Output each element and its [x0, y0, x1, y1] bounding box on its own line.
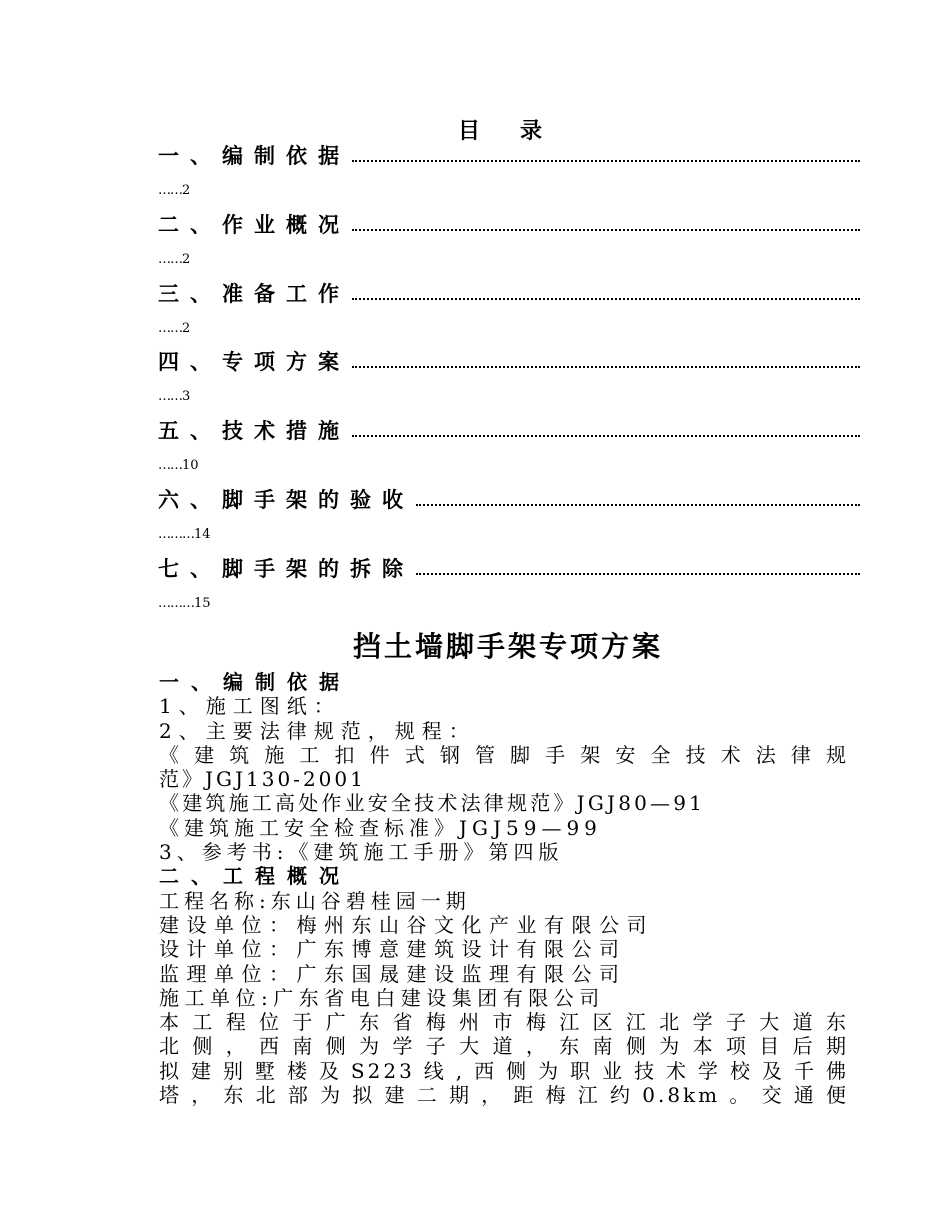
toc-entry[interactable] [158, 280, 860, 338]
toc-leader-dots [416, 573, 860, 575]
body-line: 工程名称:东山谷碧桂园一期 [159, 888, 471, 913]
toc-entry[interactable] [158, 348, 860, 406]
toc-entry-label: 七、脚手架的拆除 [158, 556, 414, 581]
body-line: 范》JGJ130-2001 [159, 767, 366, 792]
body-line: 《建筑施工安全检查标准》JGJ59—99 [159, 815, 602, 840]
toc-entry[interactable] [158, 142, 860, 200]
toc-leader-cont: …… [158, 183, 182, 198]
toc-leader-dots [416, 504, 860, 506]
toc-entry-label: 三、准备工作 [158, 281, 350, 306]
body-line: 拟建别墅楼及S223线,西侧为职业技术学校及千佛 [159, 1058, 849, 1083]
body-line: 塔，东北部为拟建二期，距梅江约0.8km。交通便 [159, 1083, 849, 1108]
document-title: 挡土墙脚手架专项方案 [352, 630, 663, 663]
toc-leader-cont: …… [158, 389, 182, 404]
toc-entry-label: 六、脚手架的验收 [158, 487, 414, 512]
body-line: 施工单位:广东省电白建设集团有限公司 [159, 985, 605, 1010]
toc-leader-dots [352, 298, 860, 300]
section-heading: 二、工程概况 [159, 864, 351, 889]
toc-entry[interactable] [158, 417, 860, 475]
toc-entry[interactable] [158, 555, 860, 613]
body-line: 监理单位：广东国晟建设监理有限公司 [159, 961, 627, 986]
toc-entry-label: 二、作业概况 [158, 212, 350, 237]
toc-entry[interactable] [158, 486, 860, 544]
toc-page-number: 2 [182, 252, 191, 267]
body-line: 3、参考书:《建筑施工手册》第四版 [159, 840, 564, 865]
section-heading: 一、编制依据 [159, 670, 351, 694]
body-line: 《建筑施工高处作业安全技术法律规范》JGJ80—91 [159, 791, 706, 816]
toc-leader-cont: …… [158, 321, 182, 336]
toc-leader-cont: …… [158, 458, 182, 473]
toc-entry-label: 一、编制依据 [158, 143, 350, 168]
body-line: 《建筑施工扣件式钢管脚手架安全技术法律规 [159, 742, 849, 767]
toc-page-number: 15 [194, 596, 211, 611]
toc-leader-cont: ……… [158, 527, 194, 542]
toc-title: 目录 [457, 118, 582, 144]
body-line: 建设单位：梅州东山谷文化产业有限公司 [159, 912, 654, 937]
toc-leader-cont: ……… [158, 596, 194, 611]
body-line: 1、施工图纸： [159, 694, 341, 719]
toc-leader-dots [352, 160, 860, 162]
toc-page-number: 3 [182, 389, 191, 404]
document-body [159, 670, 849, 1107]
body-line: 本工程位于广东省梅州市梅江区江北学子大道东 [159, 1010, 849, 1035]
toc-page-number: 14 [194, 527, 211, 542]
toc-entry-label: 五、技术措施 [158, 418, 350, 443]
toc-leader-dots [352, 366, 860, 368]
body-line: 设计单位：广东博意建筑设计有限公司 [159, 937, 627, 962]
body-line: 北侧，西南侧为学子大道，东南侧为本项目后期 [159, 1034, 849, 1059]
toc-page-number: 2 [182, 321, 191, 336]
toc-leader-dots [352, 229, 860, 231]
body-line: 2、主要法律规范，规程： [159, 718, 476, 743]
toc-entry-label: 四、专项方案 [158, 349, 350, 374]
toc-entry[interactable] [158, 211, 860, 269]
toc-leader-cont: …… [158, 252, 182, 267]
toc-page-number: 10 [182, 458, 199, 473]
toc-leader-dots [352, 435, 860, 437]
toc-page-number: 2 [182, 183, 191, 198]
